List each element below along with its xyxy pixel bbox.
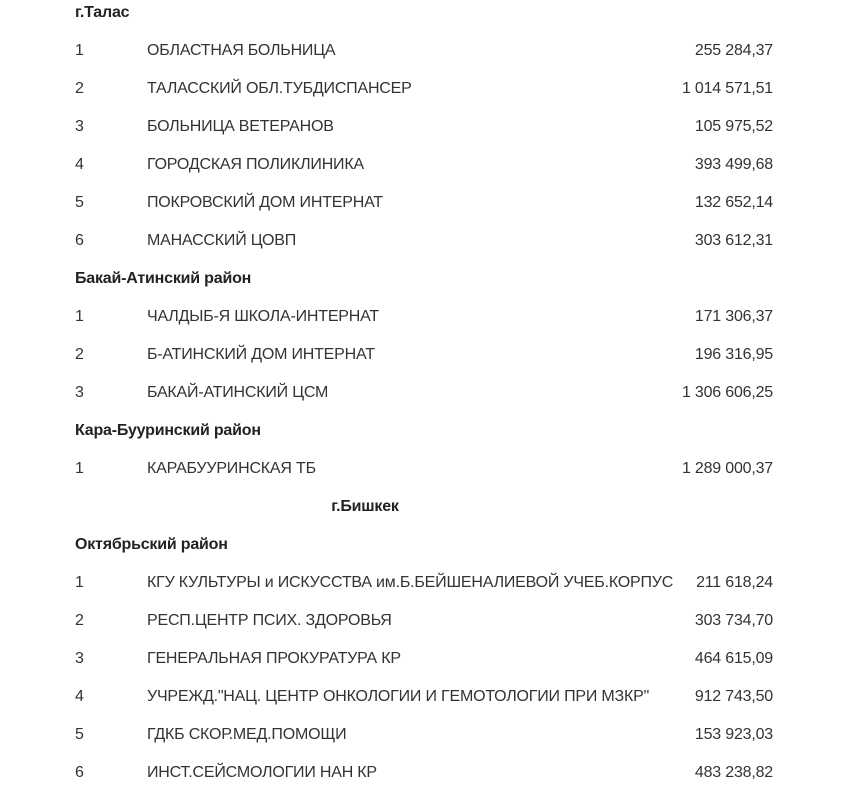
table-row bbox=[0, 70, 850, 108]
table-row bbox=[0, 184, 850, 222]
amount-value: 393 499,68 bbox=[694, 156, 773, 173]
row-number: 2 bbox=[75, 346, 84, 363]
institution-name: ИНСТ.СЕЙСМОЛОГИИ НАН КР bbox=[147, 764, 377, 781]
amount-value: 153 923,03 bbox=[694, 726, 773, 743]
table-row bbox=[0, 450, 850, 488]
table-row bbox=[0, 298, 850, 336]
table-row bbox=[0, 108, 850, 146]
institution-name: ГОРОДСКАЯ ПОЛИКЛИНИКА bbox=[147, 156, 364, 173]
section-title: Бакай-Атинский район bbox=[75, 270, 252, 287]
section-heading bbox=[0, 526, 850, 564]
amount-value: 1 289 000,37 bbox=[681, 460, 773, 477]
institution-name: ГЕНЕРАЛЬНАЯ ПРОКУРАТУРА КР bbox=[147, 650, 401, 667]
table-row bbox=[0, 222, 850, 260]
section-title: Кара-Бууринский район bbox=[75, 422, 261, 439]
section-title: г.Бишкек bbox=[331, 498, 399, 515]
table-row bbox=[0, 374, 850, 412]
table-row bbox=[0, 640, 850, 678]
institution-name: ГДКБ СКОР.МЕД.ПОМОЩИ bbox=[147, 726, 347, 743]
row-number: 6 bbox=[75, 764, 84, 781]
amount-value: 105 975,52 bbox=[694, 118, 773, 135]
institution-name: БАКАЙ-АТИНСКИЙ ЦСМ bbox=[147, 384, 329, 401]
table-row bbox=[0, 336, 850, 374]
section-heading bbox=[0, 260, 850, 298]
row-number: 5 bbox=[75, 194, 84, 211]
amount-value: 483 238,82 bbox=[694, 764, 773, 781]
row-number: 6 bbox=[75, 232, 84, 249]
table-row bbox=[0, 146, 850, 184]
institution-name: БОЛЬНИЦА ВЕТЕРАНОВ bbox=[147, 118, 334, 135]
amount-value: 171 306,37 bbox=[694, 308, 773, 325]
row-number: 5 bbox=[75, 726, 84, 743]
row-number: 3 bbox=[75, 118, 84, 135]
institution-name: ЧАЛДЫБ-Я ШКОЛА-ИНТЕРНАТ bbox=[147, 308, 379, 325]
table-row bbox=[0, 678, 850, 716]
row-number: 4 bbox=[75, 688, 84, 705]
section-heading bbox=[0, 0, 850, 32]
amount-value: 1 306 606,25 bbox=[681, 384, 773, 401]
row-number: 2 bbox=[75, 80, 84, 97]
institution-name: ОБЛАСТНАЯ БОЛЬНИЦА bbox=[147, 42, 336, 59]
institution-name: УЧРЕЖД."НАЦ. ЦЕНТР ОНКОЛОГИИ И ГЕМОТОЛОГИИ ПРИ МЗКР" bbox=[147, 688, 650, 705]
section-title: Октябрьский район bbox=[75, 536, 228, 553]
institution-name: Б-АТИНСКИЙ ДОМ ИНТЕРНАТ bbox=[147, 346, 375, 363]
institution-name: ПОКРОВСКИЙ ДОМ ИНТЕРНАТ bbox=[147, 194, 383, 211]
row-number: 1 bbox=[75, 308, 84, 325]
amount-value: 211 618,24 bbox=[696, 574, 773, 591]
section-heading bbox=[0, 412, 850, 450]
amount-value: 255 284,37 bbox=[694, 42, 773, 59]
row-number: 2 bbox=[75, 612, 84, 629]
table-row bbox=[0, 602, 850, 640]
amount-value: 303 612,31 bbox=[694, 232, 773, 249]
institution-name: КАРАБУУРИНСКАЯ ТБ bbox=[147, 460, 316, 477]
amount-value: 912 743,50 bbox=[694, 688, 773, 705]
institution-name: КГУ КУЛЬТУРЫ и ИСКУССТВА им.Б.БЕЙШЕНАЛИЕВОЙ УЧЕБ.КОРПУС bbox=[147, 574, 674, 591]
table-row bbox=[0, 564, 850, 602]
row-number: 1 bbox=[75, 42, 84, 59]
amount-value: 464 615,09 bbox=[694, 650, 773, 667]
institution-name: РЕСП.ЦЕНТР ПСИХ. ЗДОРОВЬЯ bbox=[147, 612, 392, 629]
table-row bbox=[0, 754, 850, 792]
amount-value: 1 014 571,51 bbox=[681, 80, 773, 97]
table-row bbox=[0, 32, 850, 70]
amount-value: 132 652,14 bbox=[694, 194, 773, 211]
section-heading bbox=[0, 488, 850, 526]
row-number: 4 bbox=[75, 156, 84, 173]
institution-name: ТАЛАССКИЙ ОБЛ.ТУБДИСПАНСЕР bbox=[147, 80, 412, 97]
amount-value: 196 316,95 bbox=[694, 346, 773, 363]
table-row bbox=[0, 716, 850, 754]
row-number: 1 bbox=[75, 460, 84, 477]
row-number: 3 bbox=[75, 650, 84, 667]
amount-value: 303 734,70 bbox=[694, 612, 773, 629]
institution-name: МАНАССКИЙ ЦОВП bbox=[147, 232, 297, 249]
row-number: 3 bbox=[75, 384, 84, 401]
section-title: г.Талас bbox=[75, 4, 130, 21]
row-number: 1 bbox=[75, 574, 84, 591]
